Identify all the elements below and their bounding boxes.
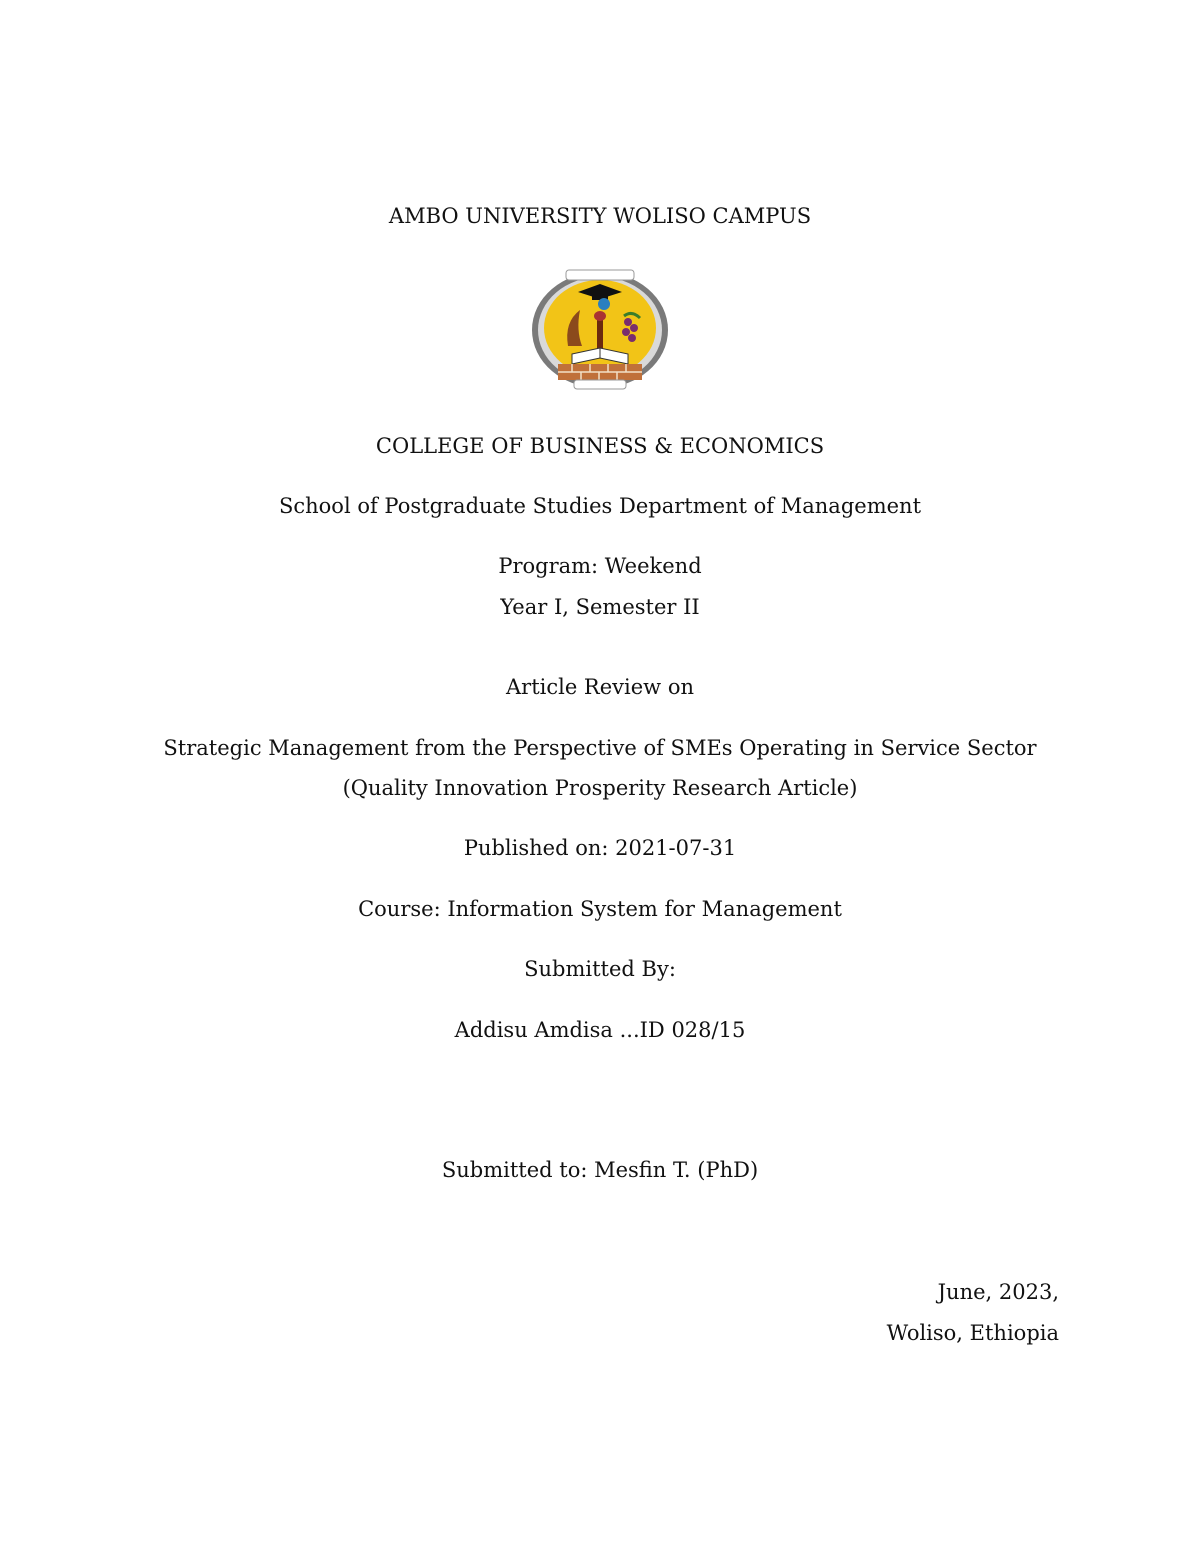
article-source: (Quality Innovation Prosperity Research Article) xyxy=(342,776,858,800)
year-semester: Year I, Semester II xyxy=(500,595,700,619)
published-date: Published on: 2021-07-31 xyxy=(463,836,737,860)
submission-date: June, 2023, xyxy=(937,1280,1059,1304)
school-department: School of Postgraduate Studies Department of Management xyxy=(278,494,922,518)
program-line: Program: Weekend xyxy=(498,554,702,578)
review-label: Article Review on xyxy=(505,675,694,699)
submitted-by-label: Submitted By: xyxy=(524,957,676,981)
college-name: COLLEGE OF BUSINESS & ECONOMICS xyxy=(375,434,825,458)
author-name: Addisu Amdisa ...ID 028/15 xyxy=(454,1018,746,1042)
submission-place: Woliso, Ethiopia xyxy=(886,1321,1059,1345)
university-crest-icon xyxy=(528,266,672,392)
article-title: Strategic Management from the Perspective of SMEs Operating in Service Sector xyxy=(163,736,1037,760)
university-name: AMBO UNIVERSITY WOLISO CAMPUS xyxy=(388,204,812,228)
course-name: Course: Information System for Management xyxy=(358,897,842,921)
submitted-to: Submitted to: Mesfin T. (PhD) xyxy=(441,1158,759,1182)
